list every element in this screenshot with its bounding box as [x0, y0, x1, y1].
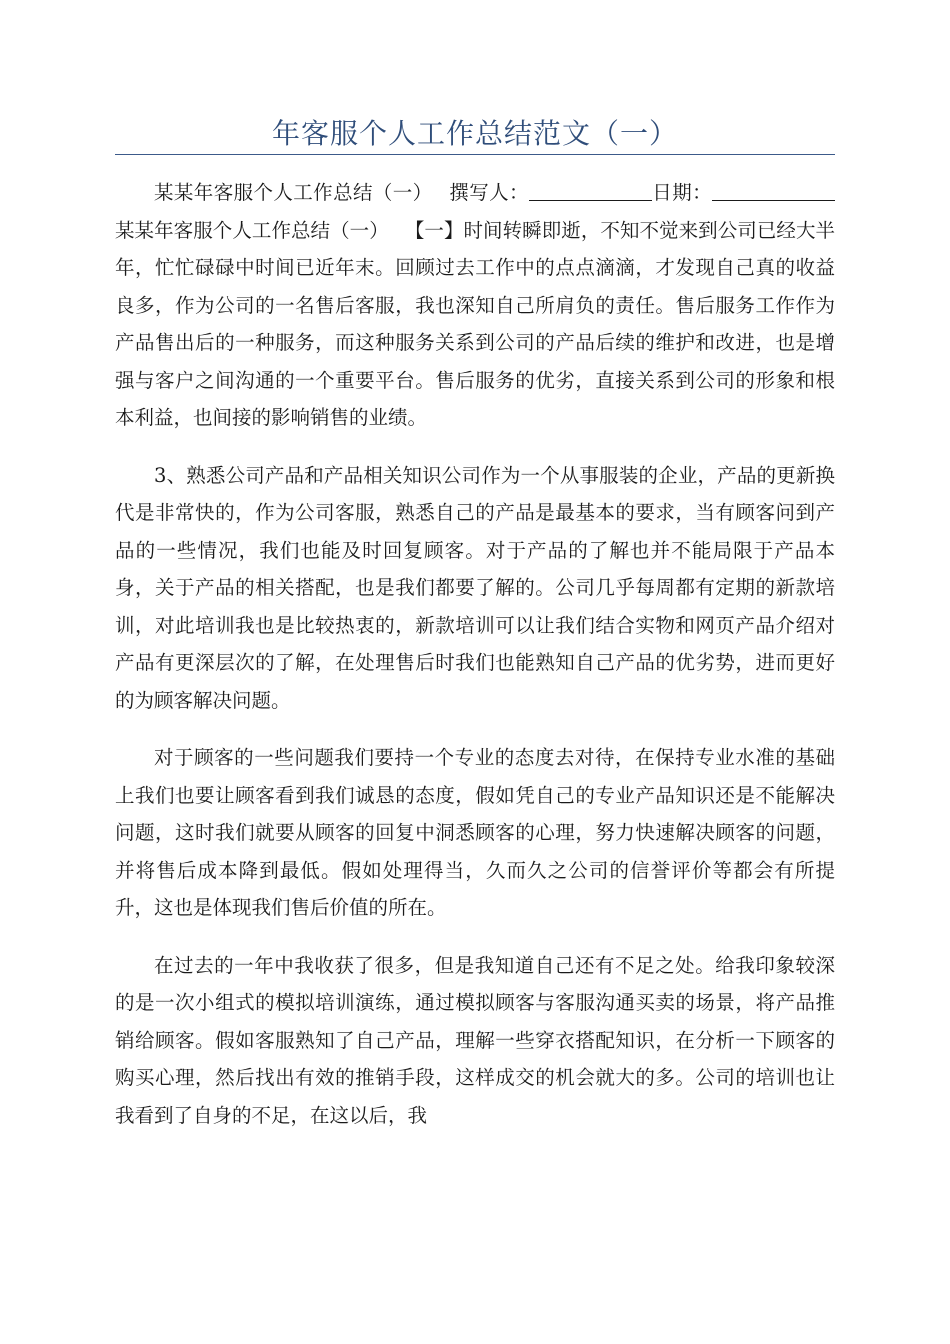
paragraph-3: 在过去的一年中我收获了很多，但是我知道自己还有不足之处。给我印象较深的是一次小组式的模拟培训演练，通过模拟顾客与客服沟通买卖的场景，将产品推销给顾客。假如客服熟知了自己产品，理解一些穿衣搭配知识，在分析一下顾客的购买心理，然后找出有效的推销手段，这样成交的机会就大的多。公司的培训也让我看到了自身的不足，在这以后，我	[115, 953, 835, 1127]
intro-text-2: 日期：	[651, 181, 712, 204]
paragraph-1: 3、熟悉公司产品和产品相关知识公司作为一个从事服装的企业，产品的更新换代是非常快的，作为公司客服，熟悉自己的产品是最基本的要求，当有顾客问到产品的一些情况，我们也能及时回复顾客。对于产品的了解也并不能局限于产品本身，关于产品的相关搭配，也是我们都要了解的。公司几乎每周都有定期的新款培训，对此培训我也是比较热衷的，新款培训可以让我们结合实物和网页产品介绍对产品有更深层次的了解，在处理售后时我们也能熟知自己产品的优劣势，进而更好的为顾客解决问题。	[115, 463, 835, 712]
document-title: 年客服个人工作总结范文（一）	[271, 117, 678, 150]
intro-paragraph	[115, 174, 835, 437]
document-body	[115, 174, 835, 1154]
paragraph-2: 对于顾客的一些问题我们要持一个专业的态度去对待，在保持专业水准的基础上我们也要让顾客看到我们诚恳的态度，假如凭自己的专业产品知识还是不能解决问题，这时我们就要从顾客的回复中洞悉顾客的心理，努力快速解决顾客的问题，并将售后成本降到最低。假如处理得当，久而久之公司的信誉评价等都会有所提升，这也是体现我们售后价值的所在。	[115, 746, 835, 919]
intro-text-1: 某某年客服个人工作总结（一） 撰写人：	[154, 181, 529, 204]
intro-text-3: 某某年客服个人工作总结（一） 【一】时间转瞬即逝，不知不觉来到公司已经大半年，忙忙碌碌中时间已近年末。回顾过去工作中的点点滴滴，才发现自己真的收益良多，作为公司的一名售后客服，我也深知自己所肩负的责任。售后服务工作作为产品售出后的一种服务，而这种服务关系到公司的产品后续的维护和改进，也是增强与客户之间沟通的一个重要平台。售后服务的优劣，直接关系到公司的形象和根本利益，也间接的影响销售的业绩。	[115, 218, 835, 429]
title-divider	[115, 154, 835, 155]
author-blank	[529, 180, 652, 201]
date-blank	[712, 180, 835, 201]
